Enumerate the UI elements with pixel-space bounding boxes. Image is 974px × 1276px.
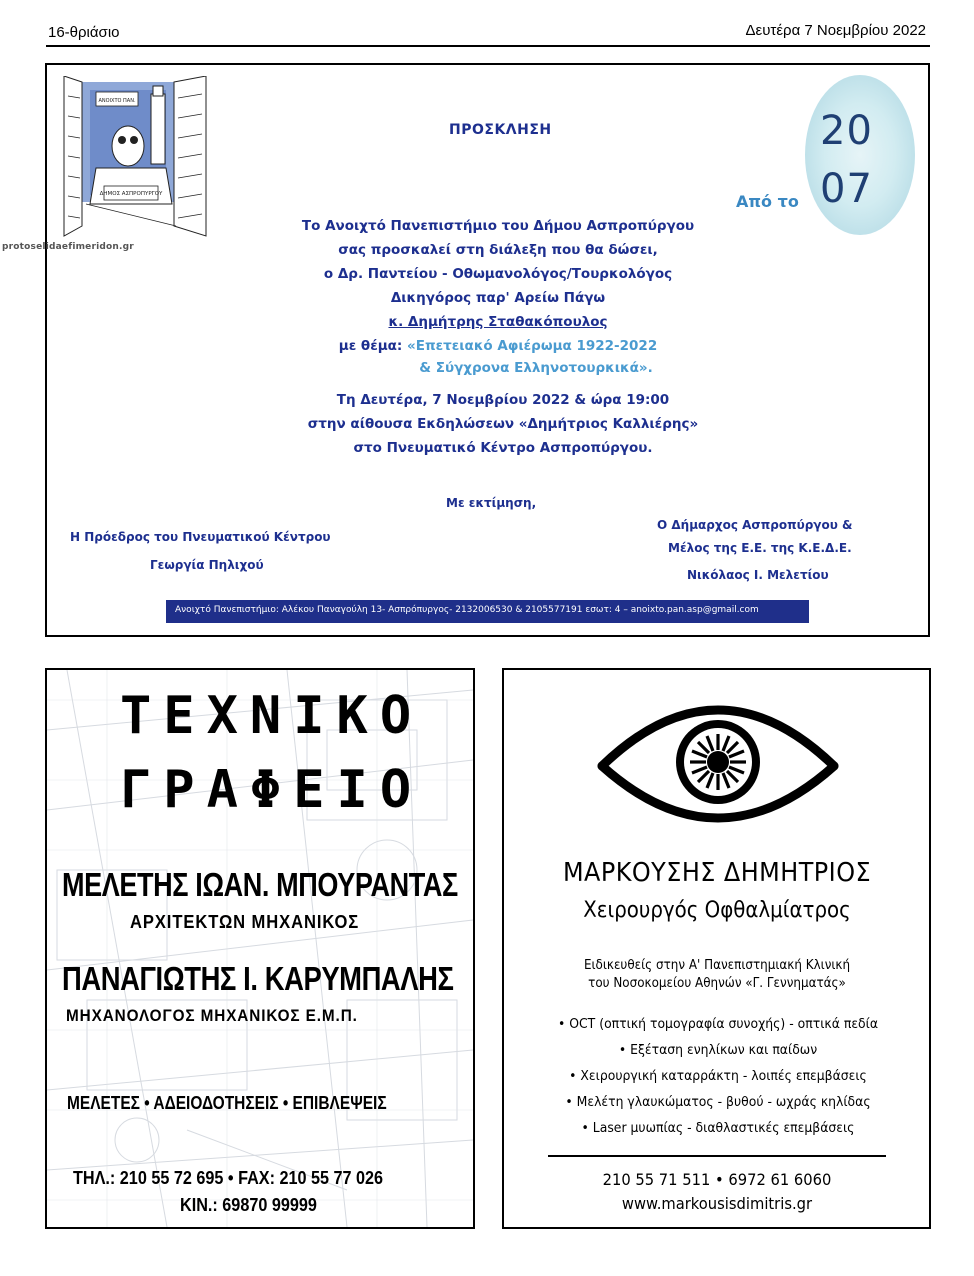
header-rule bbox=[46, 45, 930, 47]
event-venue-line: στο Πνευματικό Κέντρο Ασπροπύργου. bbox=[353, 440, 653, 456]
event-when-line: Τη Δευτέρα, 7 Νοεμβρίου 2022 & ώρα 19:00 bbox=[336, 392, 670, 408]
signer-left-role: Η Πρόεδρος του Πνευματικού Κέντρου bbox=[70, 530, 331, 544]
blueprint-background-image bbox=[47, 670, 473, 1227]
invitation-line: σας προσκαλεί στη διάλεξη που θα δώσει, bbox=[338, 242, 658, 258]
contact-divider bbox=[548, 1155, 886, 1157]
doctor-website: www.markousisdimitris.gr bbox=[621, 1194, 813, 1213]
doctor-training-line-2: του Νοσοκομείου Αθηνών «Γ. Γεννηματάς» bbox=[588, 976, 846, 991]
service-item: • OCT (οπτική τομογραφία συνοχής) - οπτικά πεδία bbox=[557, 1016, 879, 1032]
invitation-line: Δικηγόρος παρ' Αρείω Πάγω bbox=[390, 290, 606, 306]
eye-logo-icon bbox=[596, 694, 840, 834]
doctor-name: ΜΑΡΚΟΥΣΗΣ ΔΗΜΗΤΡΙΟΣ bbox=[562, 858, 872, 888]
theme-text-2: & Σύγχρονα Ελληνοτουρκικά». bbox=[419, 360, 653, 376]
office-services: ΜΕΛΕΤΕΣ • ΑΔΕΙΟΔΟΤΗΣΕΙΣ • ΕΠΙΒΛΕΨΕΙΣ bbox=[67, 1093, 387, 1113]
signer-right-role-2: Μέλος της Ε.Ε. της Κ.Ε.Δ.Ε. bbox=[668, 541, 852, 555]
event-where-line: στην αίθουσα Εκδηλώσεων «Δημήτριος Καλλιέρης» bbox=[307, 416, 699, 432]
doctor-training-line-1: Ειδικευθείς στην Α' Πανεπιστημιακή Κλινική bbox=[583, 958, 851, 973]
doctor-phones: 210 55 71 511 • 6972 61 6060 bbox=[602, 1170, 832, 1189]
architect-role: ΑΡΧΙΤΕΚΤΩΝ ΜΗΧΑΝΙΚΟΣ bbox=[130, 912, 360, 932]
office-title-line-1: ΤΕΧΝΙΚΟ bbox=[120, 686, 424, 746]
invitation-title: ΠΡΟΣΚΛΗΣΗ bbox=[449, 122, 552, 138]
speaker-name: κ. Δημήτρης Σταθακόπουλος bbox=[388, 314, 608, 330]
anniversary-year-bottom: 07 bbox=[820, 166, 873, 212]
architect-name: ΜΕΛΕΤΗΣ ΙΩΑΝ. ΜΠΟΥΡΑΝΤΑΣ bbox=[62, 866, 458, 903]
signer-left-name: Γεωργία Πηλιχού bbox=[150, 558, 264, 572]
engineer-role: ΜΗΧΑΝΟΛΟΓΟΣ ΜΗΧΑΝΙΚΟΣ Ε.Μ.Π. bbox=[66, 1006, 358, 1025]
theme-text-1: «Επετειακό Αφιέρωμα 1922-2022 bbox=[407, 338, 658, 354]
anniversary-year-top: 20 bbox=[820, 108, 873, 154]
service-item: • Εξέταση ενηλίκων και παίδων bbox=[618, 1042, 818, 1058]
closing-text: Με εκτίμηση, bbox=[446, 496, 537, 510]
invitation-line: Το Ανοιχτό Πανεπιστήμιο του Δήμου Ασπροπύργου bbox=[301, 218, 695, 234]
doctor-specialty: Χειρουργός Οφθαλμίατρος bbox=[583, 898, 851, 923]
service-item: • Χειρουργική καταρράκτη - λοιπές επεμβάσεις bbox=[569, 1068, 867, 1084]
theme-line bbox=[339, 338, 657, 354]
theme-label: με θέμα: bbox=[338, 338, 403, 354]
engineer-name: ΠΑΝΑΓΙΩΤΗΣ Ι. ΚΑΡΥΜΠΑΛΗΣ bbox=[62, 960, 454, 997]
office-title-line-2: ΓΡΑΦΕΙΟ bbox=[120, 760, 424, 820]
signer-right-role-1: Ο Δήμαρχος Ασπροπύργου & bbox=[657, 518, 853, 532]
anniversary-from-label: Από το bbox=[736, 192, 799, 211]
signer-right-name: Νικόλαος Ι. Μελετίου bbox=[687, 568, 829, 582]
watermark-text: protoselidaefimeridon.gr bbox=[2, 242, 134, 252]
page-label: 16-θριάσιο bbox=[48, 24, 120, 41]
office-mobile: ΚΙΝ.: 69870 99999 bbox=[180, 1195, 317, 1215]
invitation-line: ο Δρ. Παντείου - Οθωμανολόγος/Τουρκολόγος bbox=[323, 266, 673, 282]
invitation-footer-contact: Ανοιχτό Πανεπιστήμιο: Αλέκου Παναγούλη 13- Ασπρόπυργος- 2132006530 & 2105577191 εσωτ: 4 – anoixto.pan.asp@gmail.com bbox=[175, 605, 759, 615]
office-phone-fax: ΤΗΛ.: 210 55 72 695 • FAX: 210 55 77 026 bbox=[73, 1168, 384, 1188]
university-emblem-image bbox=[56, 76, 246, 238]
service-item: • Laser μυωπίας - διαθλαστικές επεμβάσεις bbox=[581, 1120, 855, 1136]
svg-text:ΑΝΟΙΧΤΟ ΠΑΝ.: ΑΝΟΙΧΤΟ ΠΑΝ. bbox=[98, 98, 136, 104]
issue-date: Δευτέρα 7 Νοεμβρίου 2022 bbox=[745, 22, 926, 39]
service-item: • Μελέτη γλαυκώματος - βυθού - ωχράς κηλίδας bbox=[565, 1094, 871, 1110]
emblem-caption-text: ΔΗΜΟΣ ΑΣΠΡΟΠΥΡΓΟΥ bbox=[99, 191, 163, 197]
